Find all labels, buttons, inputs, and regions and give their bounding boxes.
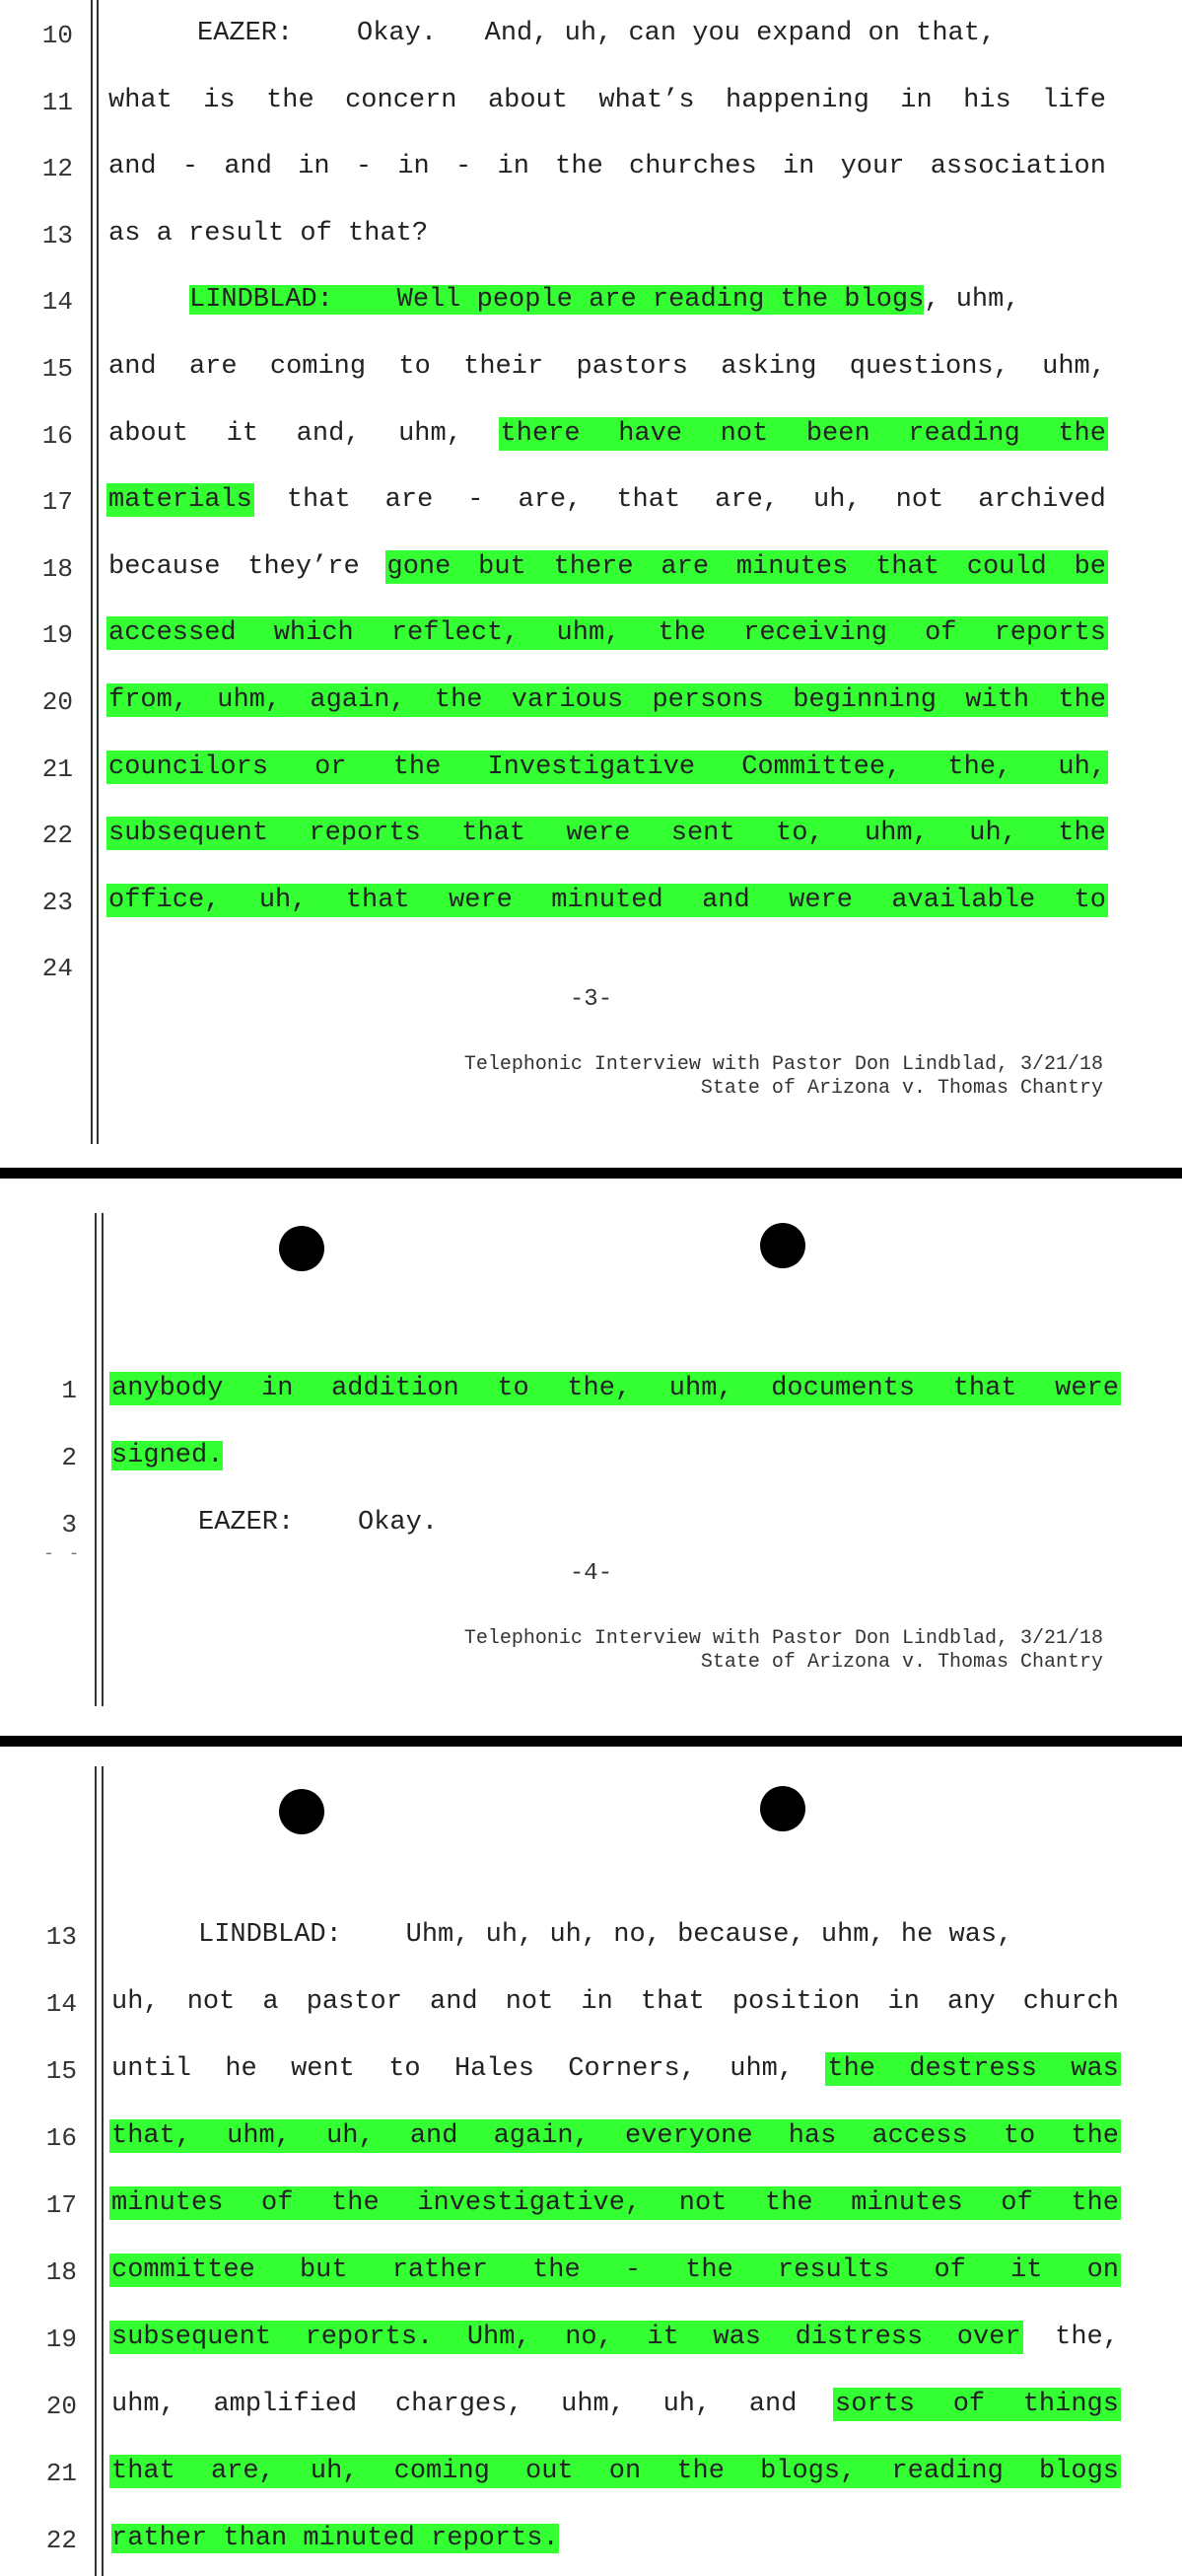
highlighted-word: to	[1003, 2121, 1036, 2151]
word: in	[397, 152, 430, 182]
highlighted-word: results	[777, 2255, 890, 2285]
transcript-line	[108, 217, 428, 250]
footer-title: Telephonic Interview with Pastor Don Lindblad, 3/21/18	[463, 1053, 1103, 1076]
word: that	[640, 1987, 705, 2017]
footer-title: Telephonic Interview with Pastor Don Lindblad, 3/21/18	[463, 1627, 1103, 1650]
highlighted-word: destress	[909, 2054, 1037, 2084]
transcript-line	[198, 1918, 1012, 1952]
highlighted-word: minuted	[551, 885, 663, 915]
highlighted-word: and	[409, 2121, 458, 2151]
transcript-line	[111, 2321, 1119, 2354]
highlighted-word: are	[661, 551, 710, 582]
highlighted-word: minutes	[111, 2188, 224, 2218]
text: LINDBLAD: Uhm, uh, uh, no, because, uhm, he was,	[198, 1920, 1013, 1950]
punch-hole	[760, 1786, 805, 1831]
word: a	[262, 1987, 279, 2017]
transcript-line	[197, 17, 996, 50]
line-number: 14	[41, 287, 73, 318]
highlighted-word: the	[658, 618, 707, 649]
word: and	[748, 2390, 798, 2419]
transcript-line	[111, 2119, 1119, 2153]
highlighted-word: which	[273, 618, 354, 649]
highlighted-word: the	[1058, 685, 1106, 715]
highlighted-word: uh,	[969, 819, 1017, 849]
highlighted-word: reflect,	[390, 618, 520, 649]
word: uhm,	[1042, 352, 1106, 382]
page-number: -3-	[569, 986, 613, 1013]
word: in	[900, 85, 933, 115]
highlighted-word: the	[331, 2188, 380, 2218]
transcript-line	[111, 2186, 1119, 2220]
highlighted-word: minutes	[851, 2188, 963, 2218]
highlighted-word: the	[1071, 2188, 1119, 2218]
word: amplified	[213, 2390, 358, 2419]
highlighted-word: that	[875, 551, 939, 582]
word: what’s	[598, 85, 695, 115]
transcript-line	[108, 550, 1106, 584]
highlighted-word: available	[891, 885, 1036, 915]
transcript-line	[111, 1372, 1119, 1405]
transcript-page-3	[0, 0, 1182, 1144]
word: is	[203, 85, 236, 115]
line-number: 19	[45, 2325, 77, 2354]
highlighted-word: coming	[393, 2457, 490, 2486]
word: not	[895, 485, 944, 516]
word: churches	[629, 152, 757, 182]
highlighted-word: there	[553, 551, 634, 582]
word: about	[487, 85, 568, 115]
word: his	[963, 85, 1011, 115]
line-number: 15	[45, 2056, 77, 2086]
word: it	[226, 418, 259, 449]
highlighted-word: were	[1055, 1374, 1119, 1403]
highlighted-word: councilors	[108, 751, 269, 782]
margin-rule	[95, 1766, 97, 2576]
highlighted-word: everyone	[624, 2121, 753, 2151]
highlighted-word: distress	[795, 2323, 924, 2352]
highlighted-word: again,	[310, 685, 406, 715]
word: what	[108, 85, 173, 115]
line-number: 15	[41, 354, 73, 384]
word: until	[111, 2054, 192, 2084]
word: and	[224, 152, 272, 182]
highlighted-word: been	[805, 418, 870, 449]
highlighted-word: not	[720, 418, 769, 449]
highlighted-word: reports	[994, 618, 1106, 649]
highlighted-word: out	[525, 2457, 574, 2486]
line-number: 23	[41, 887, 73, 917]
word: about	[108, 418, 189, 449]
highlighted-word: of	[261, 2188, 294, 2218]
highlighted-word: that	[952, 1374, 1017, 1403]
highlighted-word: uh,	[326, 2121, 375, 2151]
margin-rule	[102, 1766, 104, 2576]
line-number: 14	[45, 1989, 77, 2019]
highlighted-word: beginning	[793, 685, 938, 715]
page-separator	[0, 1736, 1182, 1747]
word: they’re	[247, 551, 360, 582]
highlighted-word: that	[461, 819, 526, 849]
highlighted-word: on	[1086, 2255, 1119, 2285]
word: church	[1022, 1987, 1119, 2017]
highlighted-word: investigative,	[417, 2188, 642, 2218]
highlighted-word: could	[966, 551, 1047, 582]
line-number: 13	[45, 1922, 77, 1952]
transcript-line	[111, 1439, 223, 1472]
word: not	[186, 1987, 236, 2017]
footer-case: State of Arizona v. Thomas Chantry	[700, 1651, 1103, 1674]
punch-hole	[279, 1789, 324, 1834]
word: concern	[345, 85, 457, 115]
word: in	[782, 152, 815, 182]
highlighted-word: the	[676, 2457, 725, 2486]
word: and,	[296, 418, 361, 449]
highlighted-word: various	[511, 685, 624, 715]
word: any	[947, 1987, 996, 2017]
line-number: 16	[45, 2123, 77, 2153]
line-number: 2	[61, 1443, 77, 1472]
highlighted-word: committee	[111, 2255, 255, 2285]
line-number: 22	[41, 821, 73, 851]
word: not	[505, 1987, 554, 2017]
highlighted-word: uhm,	[556, 618, 621, 649]
highlighted-word: were	[566, 819, 631, 849]
transcript-line	[108, 616, 1106, 650]
word: are,	[518, 485, 583, 516]
line-number: 16	[41, 420, 73, 451]
punch-hole	[760, 1223, 805, 1268]
word: in	[887, 1987, 920, 2017]
highlighted-word: the	[765, 2188, 813, 2218]
highlighted-word: uh,	[258, 885, 308, 915]
margin-rule	[97, 0, 99, 1144]
highlighted-word: that	[111, 2457, 175, 2486]
line-number: 17	[45, 2190, 77, 2220]
highlighted-word: the	[827, 2054, 875, 2084]
word: he	[225, 2054, 257, 2084]
transcript-line	[108, 884, 1106, 917]
word: uhm,	[730, 2054, 795, 2084]
highlighted-word: Committee,	[741, 751, 902, 782]
transcript-line	[108, 417, 1106, 451]
highlighted-word: has	[788, 2121, 837, 2151]
margin-rule	[91, 0, 93, 1144]
highlighted-word: of	[925, 618, 957, 649]
highlighted-word: subsequent	[108, 819, 269, 849]
highlighted-word: receiving	[743, 618, 887, 649]
line-number: 21	[41, 753, 73, 784]
highlighted-word: of	[952, 2390, 986, 2419]
word: uhm,	[561, 2390, 625, 2419]
word: no,	[565, 2323, 613, 2352]
line-number: 24	[41, 954, 73, 984]
highlighted-word: -	[624, 2255, 642, 2285]
word: -	[355, 152, 373, 182]
highlighted-word: there	[500, 418, 581, 449]
word: in	[581, 1987, 613, 2017]
transcript-line	[111, 2388, 1119, 2421]
transcript-line	[111, 1985, 1119, 2019]
word: Uhm,	[466, 2323, 531, 2352]
highlighted-word: or	[314, 751, 347, 782]
word: charges,	[394, 2390, 523, 2419]
transcript-line	[111, 2254, 1119, 2287]
page-separator	[0, 1168, 1182, 1179]
word: the	[266, 85, 314, 115]
page-number: -4-	[569, 1560, 613, 1587]
highlighted-word: uhm,	[865, 819, 929, 849]
highlighted-word: not	[678, 2188, 728, 2218]
transcript-line	[108, 751, 1106, 784]
word: and	[108, 152, 157, 182]
word: life	[1042, 85, 1106, 115]
highlighted-word: reports.	[305, 2323, 434, 2352]
highlighted-word: subsequent	[111, 2323, 272, 2352]
word: Hales	[453, 2054, 534, 2084]
highlighted-word: reading	[908, 418, 1020, 449]
highlighted-word: were	[449, 885, 513, 915]
transcript-line	[108, 817, 1106, 850]
highlighted-word: on	[608, 2457, 642, 2486]
highlighted-word: Investigative	[487, 751, 696, 782]
transcript-line	[108, 683, 1106, 717]
margin-rule	[95, 1213, 97, 1706]
word: position	[731, 1987, 861, 2017]
highlighted-word: it	[1010, 2255, 1043, 2285]
word: asking	[721, 352, 817, 382]
highlighted-word: over	[956, 2323, 1021, 2352]
transcript-page-4	[0, 1179, 1182, 1731]
transcript-line	[108, 350, 1106, 384]
word: happening	[726, 85, 869, 115]
word: that	[616, 485, 681, 516]
highlighted-word: persons	[652, 685, 764, 715]
line-number: 12	[41, 154, 73, 184]
word: and	[108, 352, 157, 382]
line-number: 11	[41, 87, 73, 117]
highlighted-word: uh,	[1058, 751, 1106, 782]
word: Corners,	[568, 2054, 696, 2084]
highlighted-word: accessed	[108, 618, 237, 649]
text: , uhm,	[924, 285, 1020, 316]
text: as a result of that?	[108, 218, 429, 249]
punch-hole	[279, 1226, 324, 1271]
word: their	[463, 352, 544, 382]
word: association	[930, 152, 1106, 182]
highlighted-word: of	[934, 2255, 966, 2285]
word: are,	[715, 485, 779, 516]
transcript-line	[111, 2052, 1119, 2086]
highlighted-word: the,	[947, 751, 1012, 782]
word: questions,	[849, 352, 1009, 382]
word: uhm,	[398, 418, 462, 449]
highlighted-word: uhm,	[227, 2121, 291, 2151]
highlighted-word: to	[497, 1374, 529, 1403]
highlighted-word: that	[345, 885, 410, 915]
highlighted-word: the,	[567, 1374, 632, 1403]
highlighted-word: was	[713, 2323, 761, 2352]
line-number: 3	[61, 1510, 77, 1539]
word: in	[298, 152, 330, 182]
highlighted-word: was	[1071, 2054, 1119, 2084]
highlighted-word: the	[1058, 418, 1106, 449]
highlighted-word: the	[532, 2255, 581, 2285]
highlighted-text: signed.	[111, 1441, 224, 1470]
highlighted-word: the	[1058, 819, 1106, 849]
highlighted-word: blogs	[1038, 2457, 1119, 2486]
footer-case: State of Arizona v. Thomas Chantry	[700, 1077, 1103, 1100]
transcript-line	[111, 2522, 559, 2555]
highlighted-text: rather than minuted reports.	[111, 2524, 559, 2553]
word: uh,	[111, 1987, 160, 2017]
transcript-line	[108, 84, 1106, 117]
highlighted-text: LINDBLAD: Well people are reading the blogs	[189, 285, 925, 316]
line-number: 19	[41, 620, 73, 651]
word: and	[430, 1987, 478, 2017]
page-footer	[464, 1053, 1103, 1101]
word: -	[455, 152, 472, 182]
line-number: 18	[45, 2257, 77, 2287]
word: because	[108, 551, 221, 582]
highlighted-word: office,	[108, 885, 221, 915]
line-number: 1	[61, 1376, 77, 1405]
line-number: 20	[41, 687, 73, 717]
highlighted-word: with	[965, 685, 1030, 715]
line-number: 22	[45, 2526, 77, 2555]
highlighted-word: have	[618, 418, 682, 449]
word: are	[188, 352, 238, 382]
margin-rule	[102, 1213, 104, 1706]
highlighted-word: access	[871, 2121, 968, 2151]
transcript-line	[108, 150, 1106, 183]
highlighted-word: were	[789, 885, 853, 915]
word: pastors	[576, 352, 688, 382]
word: uh,	[813, 485, 862, 516]
highlighted-word: but	[299, 2255, 348, 2285]
line-number: 20	[45, 2392, 77, 2421]
text: EAZER: Okay.	[198, 1508, 439, 1538]
highlighted-word: things	[1022, 2390, 1119, 2419]
highlighted-word: uhm,	[217, 685, 282, 715]
word: archived	[978, 485, 1106, 516]
line-marker: - -	[43, 1544, 82, 1564]
highlighted-word: rather	[391, 2255, 488, 2285]
highlighted-word: uh,	[310, 2457, 359, 2486]
highlighted-word: in	[261, 1374, 294, 1403]
highlighted-word: to	[1074, 885, 1106, 915]
highlighted-word: documents	[771, 1374, 916, 1403]
highlighted-word: be	[1074, 551, 1106, 582]
highlighted-word: and	[702, 885, 750, 915]
highlighted-word: of	[1001, 2188, 1033, 2218]
highlighted-word: the	[685, 2255, 733, 2285]
highlighted-word: are,	[210, 2457, 275, 2486]
word: -	[181, 152, 199, 182]
transcript-page	[0, 1747, 1182, 2576]
highlighted-word: sorts	[835, 2390, 916, 2419]
word: the,	[1055, 2323, 1119, 2352]
line-number: 21	[45, 2459, 77, 2488]
highlighted-word: the	[434, 685, 483, 715]
highlighted-word: materials	[108, 485, 252, 516]
highlighted-word: but	[478, 551, 526, 582]
word: uh,	[662, 2390, 712, 2419]
word: in	[497, 152, 529, 182]
line-number: 13	[41, 220, 73, 250]
highlighted-word: to,	[776, 819, 824, 849]
highlighted-word: minutes	[735, 551, 849, 582]
word: to	[388, 2054, 421, 2084]
highlighted-word: the	[392, 751, 442, 782]
word: went	[291, 2054, 355, 2084]
line-number: 10	[41, 21, 73, 50]
page-footer	[464, 1627, 1103, 1675]
highlighted-word: it	[647, 2323, 679, 2352]
transcript-line	[111, 2455, 1119, 2488]
highlighted-word: sent	[670, 819, 735, 849]
line-number: 18	[41, 553, 73, 584]
word: uhm,	[111, 2390, 175, 2419]
highlighted-word: uhm,	[668, 1374, 733, 1403]
highlighted-word: addition	[331, 1374, 459, 1403]
transcript-line	[108, 483, 1106, 517]
highlighted-word: the	[1071, 2121, 1119, 2151]
transcript-line	[198, 1506, 438, 1539]
word: pastor	[306, 1987, 402, 2017]
line-number: 17	[41, 487, 73, 518]
highlighted-word: again,	[493, 2121, 590, 2151]
highlighted-word: gone	[386, 551, 452, 582]
word: are	[384, 485, 434, 516]
transcript-line	[189, 283, 1020, 317]
highlighted-word: reports	[309, 819, 421, 849]
highlighted-word: that,	[111, 2121, 192, 2151]
word: the	[555, 152, 603, 182]
word: coming	[269, 352, 367, 382]
word: that	[286, 485, 351, 516]
word: to	[398, 352, 431, 382]
highlighted-word: from,	[108, 685, 189, 715]
highlighted-word: reading	[891, 2457, 1004, 2486]
text: EAZER: Okay. And, uh, can you expand on that,	[197, 19, 997, 48]
highlighted-word: anybody	[111, 1374, 224, 1403]
word: your	[840, 152, 905, 182]
word: -	[467, 485, 484, 516]
highlighted-word: blogs,	[760, 2457, 857, 2486]
